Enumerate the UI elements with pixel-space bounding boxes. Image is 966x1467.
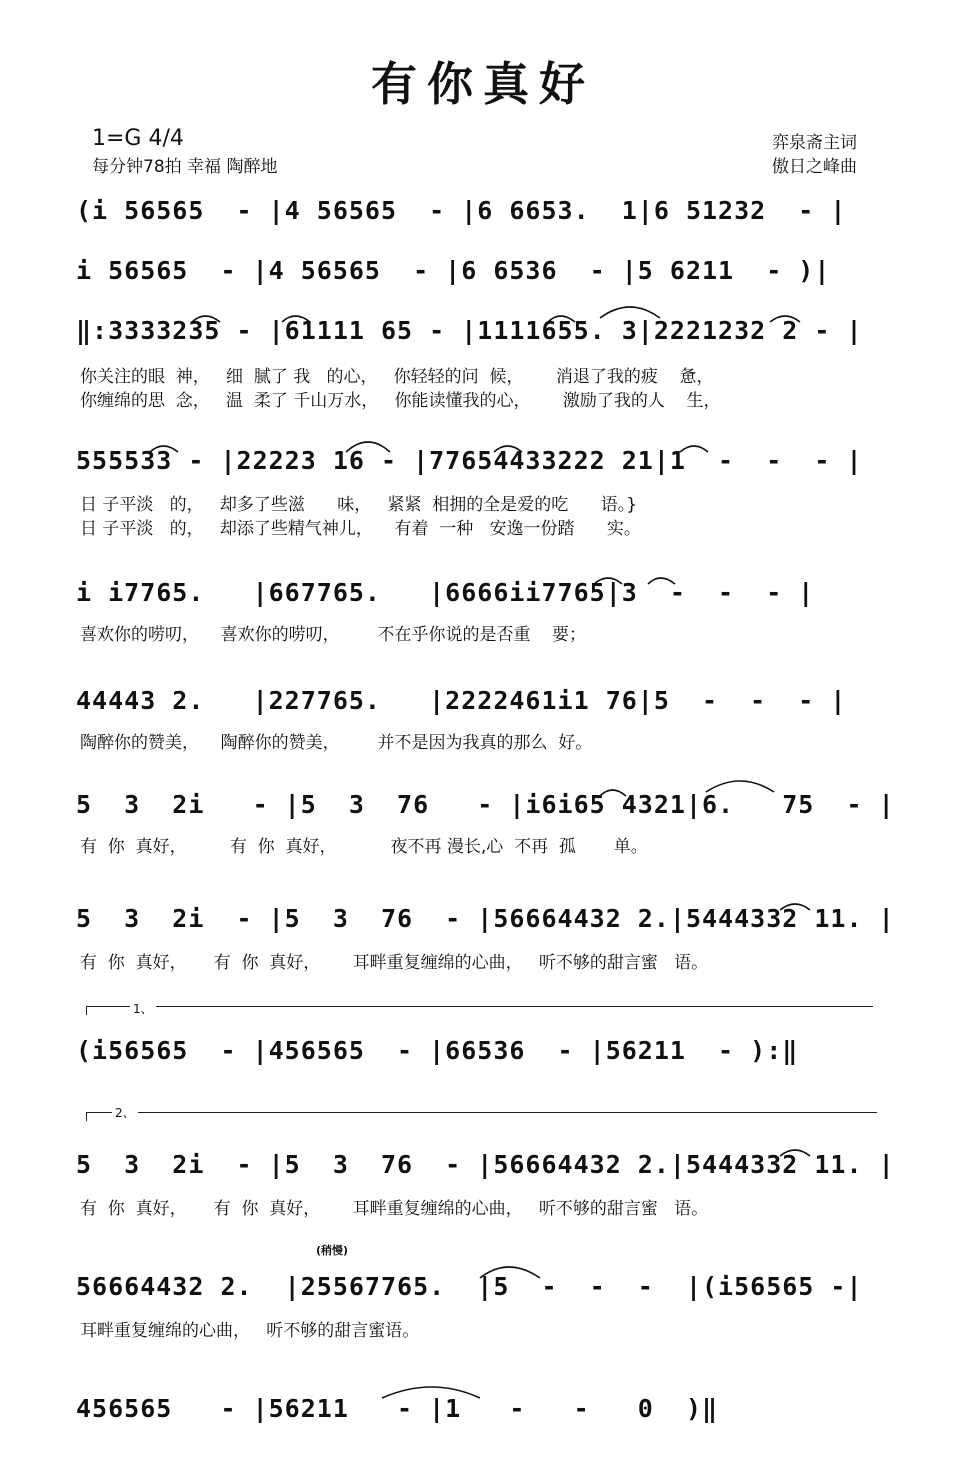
- score-line-9: (i56565 - |456565 - |66536 - |56211 - ):‖: [76, 1036, 799, 1065]
- tempo-rit-mark: (稍慢): [316, 1244, 349, 1257]
- score-line-1: (i 56565 - |4 56565 - |6 6653. 1|6 51232 - |: [76, 196, 847, 225]
- lyric-line-3b: 你缠绵的思 念， 温 柔了 千山万水， 你能读懂我的心， 激励了我的人 生，: [80, 391, 721, 411]
- volta-label-1: 1、: [130, 1000, 156, 1017]
- lyric-line-5: 喜欢你的唠叨， 喜欢你的唠叨， 不在乎你说的是否重 要；: [80, 625, 587, 645]
- score-line-5: i i7765. |667765. |6666ii7765|3 - - - |: [76, 578, 815, 607]
- volta-bracket-2: [86, 1112, 877, 1121]
- score-line-4: 555533 - |22223 16 - |77654433222 21|1 - - - |: [76, 446, 863, 475]
- composer-credit: 傲日之峰曲: [772, 157, 857, 177]
- score-line-3: ‖:3333235 - |61111 65 - |1111655. 3|2221232 2 - |: [76, 316, 863, 345]
- key-time-signature: 1=G 4/4: [92, 126, 184, 151]
- song-title: 有你真好: [371, 57, 595, 111]
- lyric-line-3a: 你关注的眼 神， 细 腻了 我 的心， 你轻轻的问 候， 消退了我的疲 惫，: [80, 367, 714, 387]
- score-line-7: 5 3 2i - |5 3 76 - |i6i65 4321|6. 75 - |: [76, 790, 895, 819]
- score-line-8: 5 3 2i - |5 3 76 - |56664432 2.|5444332 11. |: [76, 904, 895, 933]
- tempo-mood: 每分钟78拍 幸福 陶醉地: [92, 157, 278, 177]
- lyricist-credit: 弈泉斋主词: [772, 133, 857, 153]
- score-line-2: i 56565 - |4 56565 - |6 6536 - |5 6211 - )|: [76, 256, 831, 285]
- score-line-10: 5 3 2i - |5 3 76 - |56664432 2.|5444332 11. |: [76, 1150, 895, 1179]
- volta-bracket-1: [86, 1006, 873, 1015]
- lyric-line-7: 有 你 真好， 有 你 真好， 夜不再 漫长,心 不再 孤 单。: [80, 837, 648, 857]
- score-line-6: 44443 2. |227765. |2222461i1 76|5 - - - |: [76, 686, 847, 715]
- lyric-line-6: 陶醉你的赞美， 陶醉你的赞美， 并不是因为我真的那么 好。: [80, 733, 593, 753]
- lyric-line-4b: 日 子平淡 的， 却添了些精气神儿， 有着 一种 安逸一份踏 实。: [80, 519, 641, 539]
- lyric-line-10: 有 你 真好， 有 你 真好， 耳畔重复缠绵的心曲， 听不够的甜言蜜 语。: [80, 1199, 709, 1219]
- score-line-12: 456565 - |56211 - |1 - - 0 )‖: [76, 1394, 719, 1423]
- score-line-11: 56664432 2. |25567765. |5 - - - |(i56565 -|: [76, 1272, 863, 1301]
- volta-label-2: 2、: [112, 1104, 138, 1121]
- lyric-line-4a: 日 子平淡 的， 却多了些滋 味， 紧紧 相拥的全是爱的吃 语。}: [80, 495, 638, 515]
- lyric-line-11: 耳畔重复缠绵的心曲， 听不够的甜言蜜语。: [80, 1321, 420, 1341]
- lyric-line-8: 有 你 真好， 有 你 真好， 耳畔重复缠绵的心曲， 听不够的甜言蜜 语。: [80, 953, 709, 973]
